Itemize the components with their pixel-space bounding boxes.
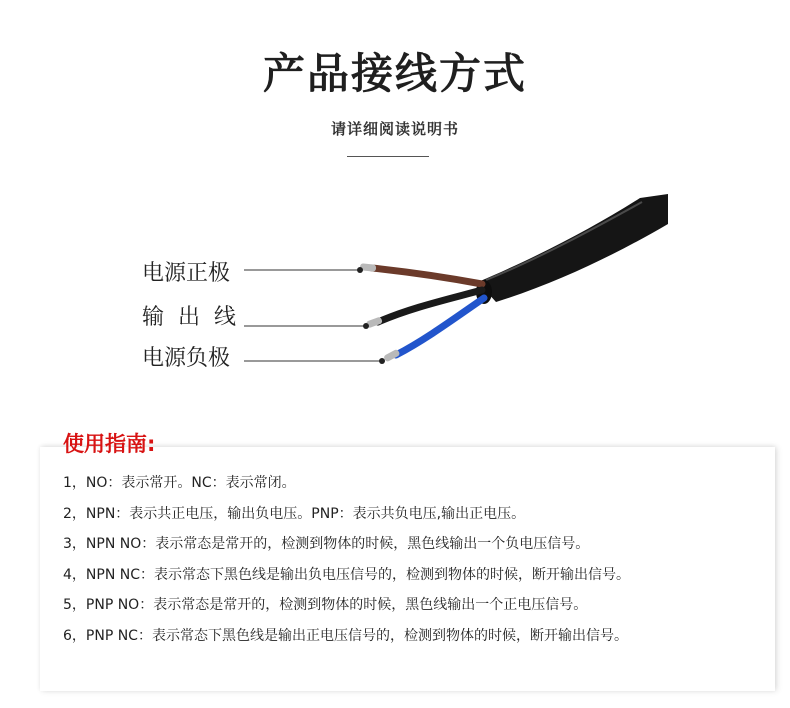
usage-guide-title: 使用指南: [63,432,156,456]
page-subtitle: 请详细阅读说明书 [330,120,459,138]
label-power-negative: 电源负极 [142,346,231,371]
guide-item: 4，NPN NC：表示常态下黑色线是输出负电压信号的，检测到物体的时候，断开输出信号。 [63,566,630,583]
label-power-positive: 电源正极 [142,261,231,286]
leader-dot-negative [379,358,385,364]
page-title: 产品接线方式 [262,49,527,98]
label-output-wire: 输出线 [142,305,251,330]
brown-wire [372,268,482,284]
guide-item: 2，NPN：表示共正电压，输出负电压。PNP：表示共负电压,输出正电压。 [63,505,526,522]
leader-dot-output [363,323,369,329]
cable-jacket [478,194,668,302]
title-divider [347,156,429,157]
leader-dot-positive [357,267,363,273]
usage-guide-list [63,474,630,657]
blue-terminal [383,349,400,363]
guide-item: 6，PNP NC：表示常态下黑色线是输出正电压信号的，检测到物体的时候，断开输出信号。 [63,627,628,644]
blue-wire [396,298,484,355]
guide-item: 3，NPN NO：表示常态是常开的，检测到物体的时候，黑色线输出一个负电压信号。 [63,536,590,552]
guide-item: 5，PNP NO：表示常态是常开的，检测到物体的时候，黑色线输出一个正电压信号。 [63,597,588,613]
cable-illustration [0,180,790,420]
wiring-diagram [0,180,790,420]
guide-item: 1，NO：表示常开。NC：表示常闭。 [63,475,296,491]
